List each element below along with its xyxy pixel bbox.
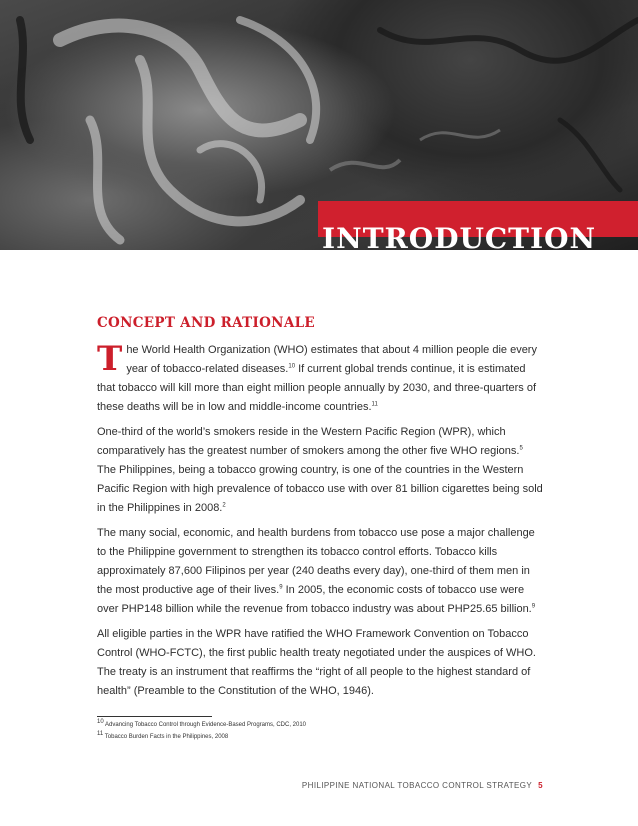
footnote-number: 11 — [97, 731, 104, 737]
paragraph-3-text-a: The many social, economic, and health burdens from tobacco use pose a major challenge to the Philippine government to strengthen its tobacco control efforts. Tobacco kills approximately 87,600 Filipinos per year (240 deaths every day), one-third of them men in the most productive age of their lives. — [97, 527, 535, 596]
paragraph-4: All eligible parties in the WPR have ratified the WHO Framework Convention on Tobacco Control (WHO-FCTC), the first public health treaty negotiated under the auspices of WHO. The treaty is an instrument that reaffirms the “right of all people to the highest standard of health” (Preamble to the Constitution of the WHO, 1946). — [97, 628, 536, 697]
paragraph-1-text-a: he World Health Organization (WHO) estimates that about 4 million people die every year of tobacco-related diseases. — [126, 344, 537, 375]
footnote-1 — [97, 721, 306, 729]
reference-superscript: 2 — [222, 502, 226, 509]
paragraph-1 — [97, 341, 543, 417]
page-footer — [302, 781, 543, 790]
reference-superscript: 10 — [288, 363, 296, 370]
running-title: PHILIPPINE NATIONAL TOBACCO CONTROL STRATEGY — [301, 781, 533, 790]
footnote-number: 10 — [97, 719, 104, 725]
page-number: 5 — [538, 781, 543, 790]
paragraph-1-text-b: If current global trends continue, it is estimated that tobacco will kill more than eight million people annually by 2030, and three-quarters of these deaths will be in low and middle-income countries. — [97, 363, 537, 413]
footnote-text: Advancing Tobacco Control through Evidence-Based Programs, CDC, 2010 — [103, 722, 307, 728]
reference-superscript: 11 — [371, 401, 378, 408]
reference-superscript: 9 — [531, 603, 536, 610]
paragraph-2 — [97, 423, 543, 518]
footnote-2 — [97, 733, 228, 741]
paragraph-2-text-b: The Philippines, being a tobacco growing country, is one of the countries in the Western Pacific Region with high prevalence of tobacco use with over 81 billion cigarettes being sold in the Philippines in 2008. — [97, 464, 543, 514]
footnote-divider — [97, 716, 212, 717]
drop-cap: T — [97, 339, 123, 379]
paragraph-3-text-b: In 2005, the economic costs of tobacco use were over PHP148 billion while the revenue from tobacco industry was about PHP25.65 billion. — [97, 584, 532, 615]
paragraph-3 — [97, 524, 543, 619]
footnote-text: Tobacco Burden Facts in the Philippines, 2008 — [103, 734, 229, 740]
reference-superscript: 9 — [279, 584, 283, 591]
section-heading: CONCEPT AND RATIONALE — [97, 315, 315, 331]
paragraph-2-text-a: One-third of the world’s smokers reside in the Western Pacific Region (WPR), which comparatively has the greatest number of smokers among the other five WHO regions. — [97, 426, 520, 457]
page-title: INTRODUCTION — [322, 221, 597, 250]
header-photo — [0, 0, 638, 250]
reference-superscript: 5 — [519, 445, 523, 452]
